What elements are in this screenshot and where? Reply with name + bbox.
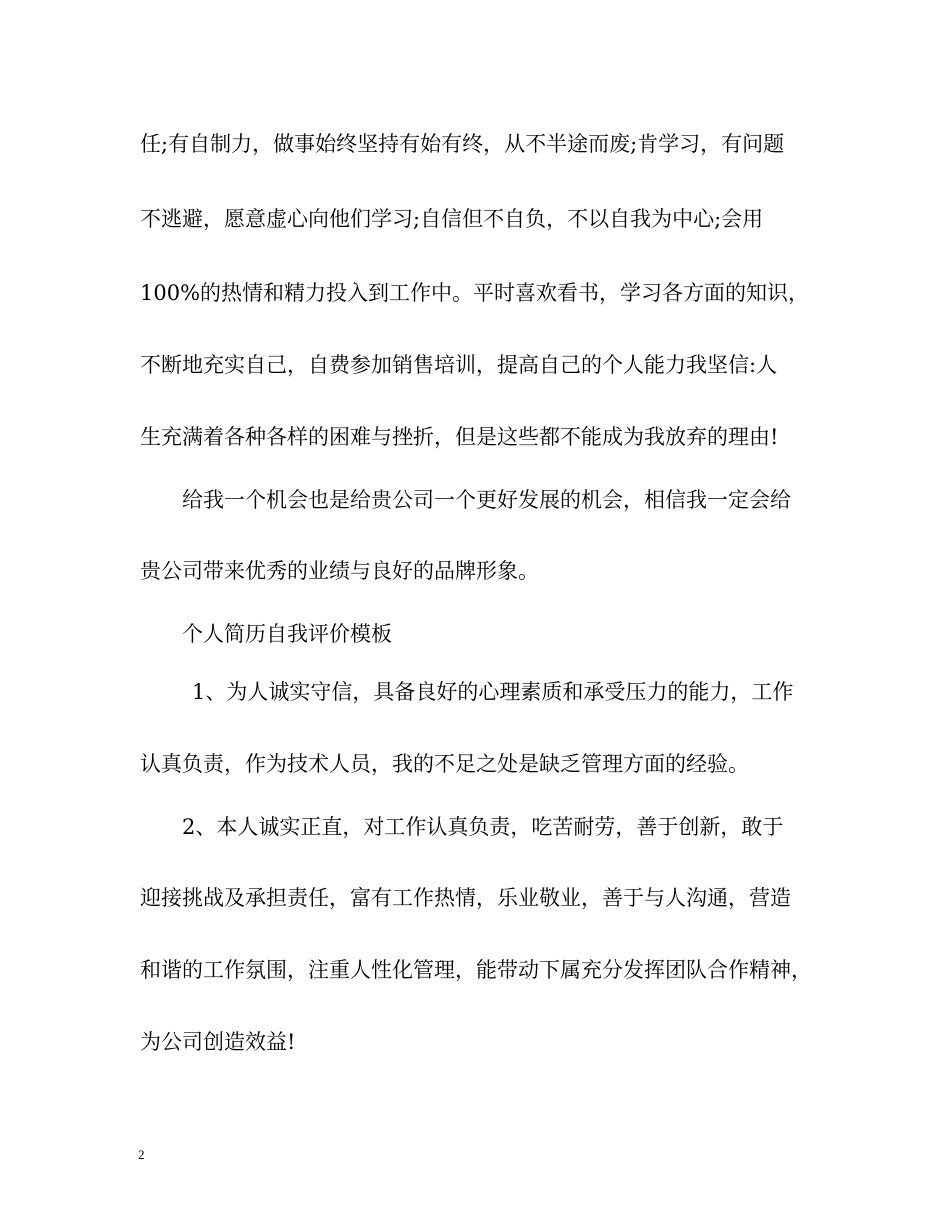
section-heading: 个人简历自我评价模板 (182, 622, 392, 646)
list-item-2-line: 迎接挑战及承担责任，富有工作热情，乐业敬业，善于与人沟通，营造 (140, 886, 791, 910)
body-text-line: 不断地充实自己，自费参加销售培训，提高自己的个人能力我坚信:人 (140, 353, 778, 377)
list-item-2-line: 2、本人诚实正直，对工作认真负责，吃苦耐劳，善于创新，敢于 (182, 815, 784, 839)
list-item-1-line: 1、为人诚实守信，具备良好的心理素质和承受压力的能力，工作 (192, 680, 794, 704)
body-text-line: 100%的热情和精力投入到工作中。平时喜欢看书，学习各方面的知识， (140, 281, 810, 305)
list-item-2-line: 和谐的工作氛围，注重人性化管理，能带动下属充分发挥团队合作精神， (140, 958, 812, 982)
body-text-line: 生充满着各种各样的困难与挫折，但是这些都不能成为我放弃的理由! (140, 425, 779, 449)
body-text-line: 不逃避，愿意虚心向他们学习;自信但不自负，不以自我为中心;会用 (140, 207, 764, 231)
body-text-line: 任;有自制力，做事始终坚持有始有终，从不半途而废;肯学习，有问题 (140, 132, 785, 156)
body-text-line: 贵公司带来优秀的业绩与良好的品牌形象。 (140, 559, 539, 583)
list-item-2-line: 为公司创造效益! (140, 1030, 296, 1054)
paragraph-start-line: 给我一个机会也是给贵公司一个更好发展的机会，相信我一定会给 (182, 488, 791, 512)
page-number: 2 (138, 1147, 145, 1162)
list-item-1-line: 认真负责，作为技术人员，我的不足之处是缺乏管理方面的经验。 (140, 752, 749, 776)
